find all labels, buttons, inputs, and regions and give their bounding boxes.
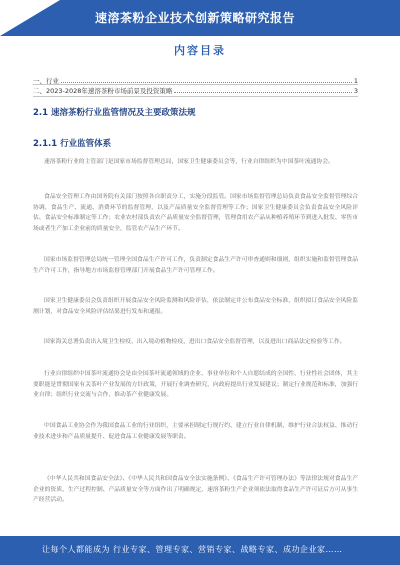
page-footer — [0, 536, 400, 565]
toc-dot-leader — [61, 78, 352, 83]
body-paragraph: 国家海关总署负责出入境卫生检疫、出入境动植物检疫、进出口食品安全监督管理，以及进出口商品法定检验等工作。 — [44, 339, 346, 345]
toc-item-2[interactable] — [33, 86, 358, 95]
toc-item-1[interactable] — [33, 76, 358, 85]
toc-item-page: 3 — [353, 86, 358, 95]
toc-item-label: 一、行业 — [33, 77, 59, 85]
body-paragraph: 国家市场监督管理总局统一管理全国食品生产许可工作，负责制定食品生产许可审查通则和细则，组织实施和监督管理食品生产许可工作，指导地方市场监督管理部门开展食品生产许可管理工作。 — [33, 257, 358, 274]
section-heading: 2.1 速溶茶粉行业监管情况及主要政策法规 — [33, 108, 196, 118]
toc-item-label: 二、2023-2028年速溶茶粉市场前景及投资策略 — [33, 87, 173, 95]
header-decoration — [0, 0, 60, 36]
header-title: 速溶茶粉企业技术创新策略研究报告 — [95, 11, 296, 25]
body-paragraph: 国家卫生健康委员会负责组织开展食品安全风险监测和风险评估，依法制定并公布食品安全标准，组织拟订食品安全风险监测计划，对食品安全风险评估结果进行发布和通报。 — [33, 298, 358, 315]
toc-title: 内容目录 — [174, 44, 226, 57]
body-paragraph: 中国食品工业协会作为我国食品工业的行业组织，主要承担制定行规行约、建立行业自律机制、维护行业合法权益、推动行业技术进步和产品质量提升、促进食品工业健康发展等职责。 — [33, 423, 358, 440]
toc-dot-leader — [174, 88, 351, 93]
subsection-heading: 2.1.1 行业监管体系 — [33, 139, 112, 149]
toc-divider — [33, 96, 358, 97]
body-paragraph: 行业自律组织中国茶叶流通协会是由全国茶叶流通领域的企业、事业单位和个人自愿结成的全国性、行业性社会团体，其主要职能是贯彻国家有关茶叶产业发展的方针政策，开展行业调查研究，向政府提出行业发展建议；制定行业规范和标准，加强行业自律；组织行业交流与合作，推动茶产业健康发展。 — [33, 371, 358, 398]
toc-item-page: 1 — [353, 76, 358, 85]
footer-slogan: 让每个人都能成为 行业专家、管理专家、营销专家、战略专家、成功企业家…… — [42, 545, 343, 554]
body-paragraph: 《中华人民共和国食品安全法》、《中华人民共和国食品安全法实施条例》、《食品生产许可管理办法》等法律法规对食品生产企业的资质、生产过程控制、产品质量安全等方面作出了明确规定，速溶茶粉生产企业须依法取得食品生产许可证后方可从事生产经营活动。 — [33, 476, 358, 503]
page-header — [0, 0, 400, 36]
body-paragraph: 速溶茶粉行业的主管部门是国家市场监督管理总局，国家卫生健康委员会等，行业自律组织为中国茶叶流通协会。 — [44, 159, 334, 165]
body-paragraph: 食品安全管理工作由国务院有关部门按照各自职责分工，实施分段监管。国家市场监督管理总局负责食品安全监督管理综合协调，食品生产、流通、消费环节的监督管理，以及产品质量安全监督管理等工作；国家卫生健康委员会负责食品安全风险评估、食品安全标准制定等工作；农业农村部负责农产品质量安全监督管理，管理食用农产品从种植养殖环节到进入批发、零售市场或者生产加工企业前的质量安全，监管农产品生产环节。 — [33, 194, 358, 232]
